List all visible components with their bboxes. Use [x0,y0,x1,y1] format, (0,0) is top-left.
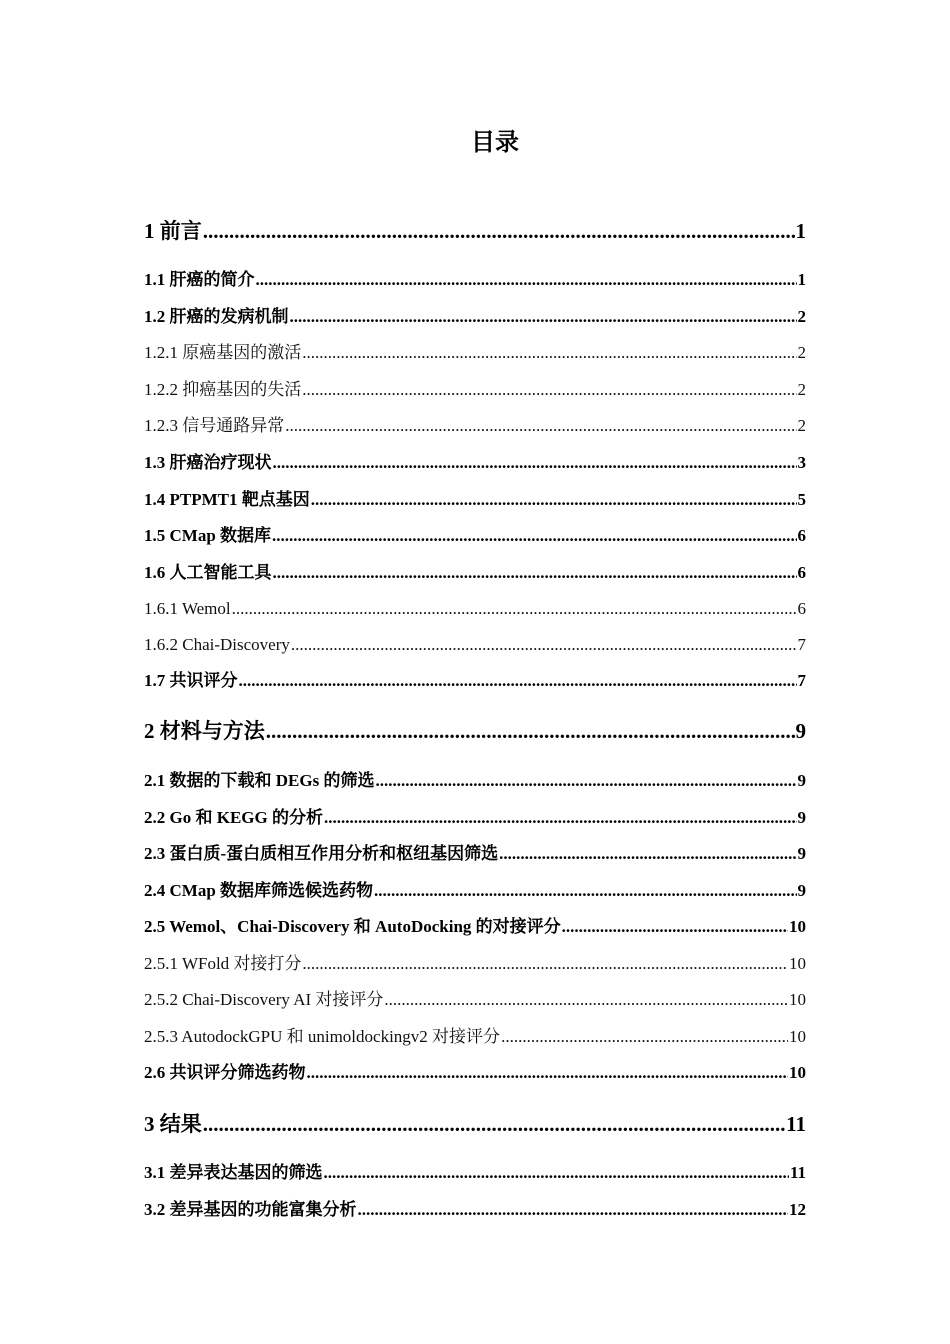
toc-entry-label: 2.6 共识评分筛选药物 [144,1063,306,1082]
toc-entry-page-number: 10 [789,954,806,973]
dot-leader [272,524,796,548]
dot-leader [239,669,797,693]
dot-leader [324,1161,789,1185]
toc-entry-page-number: 9 [795,719,806,743]
dot-leader [501,1025,788,1049]
toc-entry[interactable] [144,1161,806,1185]
toc-entry-label: 1.7 共识评分 [144,671,238,690]
toc-entry-page-number: 11 [786,1112,806,1136]
toc-entry-label: 1.3 肝癌治疗现状 [144,453,272,472]
toc-entry[interactable] [144,716,806,746]
toc-entry-page-number: 7 [797,671,806,690]
toc-entry-page-number: 1 [797,270,806,289]
toc-entry-label: 1.2.2 抑癌基因的失活 [144,380,302,399]
toc-entry-page-number: 1 [795,219,806,243]
toc-entry-page-number: 10 [789,990,806,1009]
dot-leader [256,268,797,292]
toc-entry[interactable] [144,1109,806,1139]
dot-leader [291,633,797,657]
toc-entry-label: 1.1 肝癌的简介 [144,270,255,289]
toc-entry[interactable] [144,1061,806,1085]
toc-entry-label: 1.2.3 信号通路异常 [144,416,285,435]
toc-entry[interactable] [144,451,806,475]
toc-entry[interactable] [144,806,806,830]
dot-leader [307,1061,789,1085]
toc-entry-page-number: 2 [797,380,806,399]
toc-entry-page-number: 11 [789,1163,806,1182]
dot-leader [374,879,796,903]
toc-entry-label: 2 材料与方法 [144,719,265,743]
toc-entry[interactable] [144,915,806,939]
toc-entry-label: 3.2 差异基因的功能富集分析 [144,1200,357,1219]
toc-entry[interactable] [144,268,806,292]
dot-leader [302,378,796,402]
toc-entry-page-number: 9 [797,881,806,900]
dot-leader [499,842,796,866]
dot-leader [358,1198,789,1222]
toc-entry-label: 2.3 蛋白质-蛋白质相互作用分析和枢纽基因筛选 [144,844,499,863]
dot-leader [302,952,788,976]
toc-entry[interactable] [144,305,806,329]
toc-entry-page-number: 10 [789,1027,806,1046]
toc-entry-label: 2.5.2 Chai-Discovery AI 对接评分 [144,990,384,1009]
toc-entry[interactable] [144,769,806,793]
toc-entry-label: 3 结果 [144,1112,202,1136]
dot-leader [384,988,788,1012]
toc-entry-label: 1.2 肝癌的发病机制 [144,307,289,326]
toc-entry-page-number: 12 [789,1200,806,1219]
toc-entry-page-number: 10 [789,917,806,936]
toc-entry-label: 2.2 Go 和 KEGG 的分析 [144,808,323,827]
toc-entry[interactable] [144,561,806,585]
toc-entry-page-number: 2 [797,416,806,435]
toc-entry-page-number: 7 [797,635,806,654]
toc-entry-page-number: 10 [789,1063,806,1082]
toc-entry[interactable] [144,216,806,246]
toc-entry[interactable] [144,952,806,976]
toc-entry[interactable] [144,879,806,903]
toc-entry-label: 2.5.1 WFold 对接打分 [144,954,302,973]
toc-entry[interactable] [144,341,806,365]
toc-entry[interactable] [144,669,806,693]
toc-entry-page-number: 9 [797,808,806,827]
toc-entry[interactable] [144,633,806,657]
toc-entry-label: 3.1 差异表达基因的筛选 [144,1163,323,1182]
dot-leader [232,597,797,621]
dot-leader [285,414,796,438]
toc-entry-page-number: 5 [797,490,806,509]
dot-leader [273,561,797,585]
toc-entry-label: 2.4 CMap 数据库筛选候选药物 [144,881,374,900]
toc-entry-label: 2.5 Wemol、Chai-Discovery 和 AutoDocking 的对接评分 [144,917,561,936]
toc-entry-label: 1.4 PTPMT1 靶点基因 [144,490,310,509]
toc-entry[interactable] [144,488,806,512]
toc-entry-page-number: 2 [797,307,806,326]
toc-entry-label: 1 前言 [144,219,202,243]
dot-leader [375,769,796,793]
toc-entry[interactable] [144,378,806,402]
dot-leader [311,488,797,512]
toc-entry-page-number: 9 [797,844,806,863]
toc-entry-page-number: 2 [797,343,806,362]
dot-leader [324,806,797,830]
toc-entry-label: 2.5.3 AutodockGPU 和 unimoldockingv2 对接评分 [144,1027,501,1046]
toc-entry-page-number: 6 [797,599,806,618]
dot-leader [290,305,797,329]
toc-entry[interactable] [144,414,806,438]
dot-leader [266,716,795,746]
toc-entry-page-number: 6 [797,563,806,582]
dot-leader [273,451,797,475]
toc-entry-label: 1.2.1 原癌基因的激活 [144,343,302,362]
toc-entry-label: 1.6 人工智能工具 [144,563,272,582]
dot-leader [203,1109,785,1139]
toc-entry-page-number: 3 [797,453,806,472]
dot-leader [302,341,796,365]
dot-leader [562,915,788,939]
toc-entry-page-number: 9 [797,771,806,790]
toc-entry-label: 1.6.1 Wemol [144,599,231,618]
toc-entry[interactable] [144,988,806,1012]
toc-entry[interactable] [144,1025,806,1049]
toc-entry[interactable] [144,597,806,621]
toc-entry-label: 1.5 CMap 数据库 [144,526,272,545]
toc-entry[interactable] [144,524,806,548]
dot-leader [203,216,795,246]
toc-entry-label: 1.6.2 Chai-Discovery [144,635,290,654]
toc-entry[interactable] [144,1198,806,1222]
toc-entry-label: 2.1 数据的下载和 DEGs 的筛选 [144,771,375,790]
toc-entry-page-number: 6 [797,526,806,545]
toc-entry[interactable] [144,842,806,866]
page-title: 目录 [471,128,519,156]
